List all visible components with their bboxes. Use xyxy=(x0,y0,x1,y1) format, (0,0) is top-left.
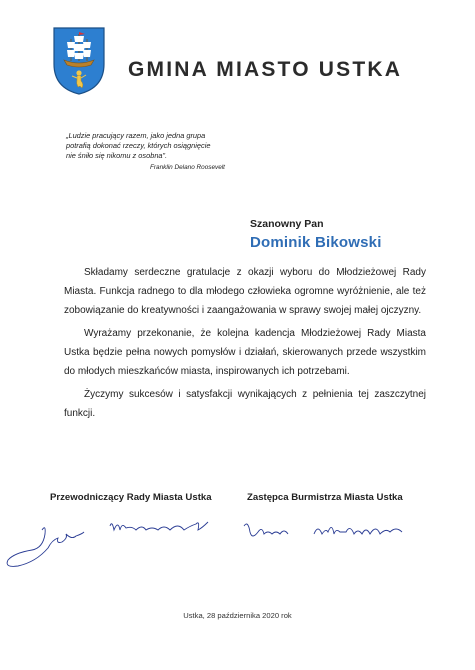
letter-paragraph: Życzymy sukcesów i satysfakcji wynikających z pełnienia tej zaszczytnej funkcji. xyxy=(64,389,426,419)
letter-paragraph: Wyrażamy przekonanie, że kolejna kadencja Młodzieżowej Rady Miasta Ustka będzie pełna nowych pomysłów i działań, skierowanych przede wszystkim do młodych mieszkańców miasta, inspirowanych ich potrzebami. xyxy=(64,328,426,377)
quote-author: Franklin Delano Roosevelt xyxy=(150,164,225,171)
quote-line: „Ludzie pracujący razem, jako jedna grupa xyxy=(66,131,206,140)
letter-body xyxy=(64,263,426,427)
quote-line: nie śniło się nikomu z osobna”. xyxy=(66,151,168,160)
salutation: Szanowny Pan xyxy=(250,218,324,230)
deputy-mayor-title: Zastępca Burmistrza Miasta Ustka xyxy=(247,492,403,503)
motto-quote xyxy=(66,131,266,161)
ustka-crest-icon xyxy=(52,26,106,96)
recipient-name: Dominik Bikowski xyxy=(250,234,382,251)
letter-paragraph: Składamy serdeczne gratulacje z okazji wyboru do Młodzieżowej Rady Miasta. Funkcja radnego to dla młodego człowieka ogromne wyróżnienie, ale też zobowiązanie do kreatywności i zaangażowania w sprawy swojej małej ojczyzny. xyxy=(64,267,426,316)
council-chairman-title: Przewodniczący Rady Miasta Ustka xyxy=(50,492,212,503)
deputy-mayor-signature xyxy=(238,510,438,560)
date-line: Ustka, 28 października 2020 rok xyxy=(183,611,292,620)
organization-title: GMINA MIASTO USTKA xyxy=(128,58,403,81)
chairman-signature xyxy=(2,508,217,578)
quote-line: potrafią dokonać rzeczy, których osiągnięcie xyxy=(66,141,211,150)
